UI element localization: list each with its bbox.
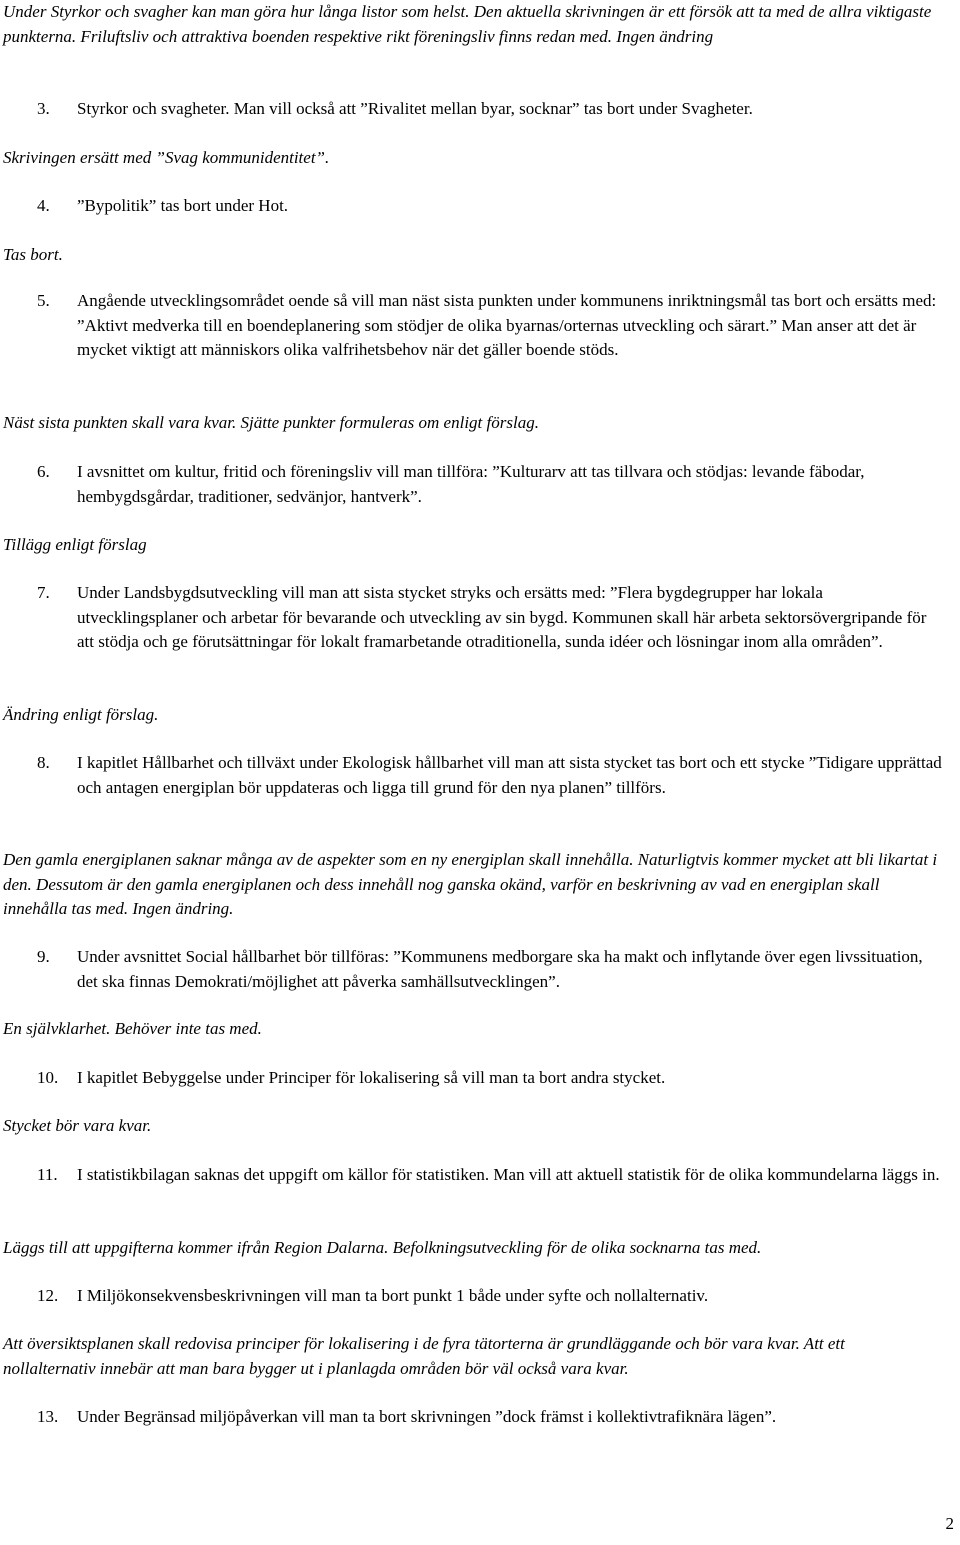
item-number: 9. — [37, 947, 50, 966]
list-item-9 — [37, 945, 942, 994]
item-number: 4. — [37, 196, 50, 215]
item-number: 10. — [37, 1068, 59, 1087]
list-item-5 — [37, 289, 942, 363]
item-text: Angående utvecklingsområdet oende så vill man näst sista punkten under kommunens inriktningsmål tas bort och ersätts med: ”Aktivt medverka till en boendeplanering som stödjer de olika byarnas/orternas utveckling och särart.” Man anser att det är mycket viktigt att människors olika valfrihetsbehov när det gäller boende stöds. — [77, 291, 937, 359]
list-item-11 — [37, 1163, 942, 1188]
item-number: 12. — [37, 1286, 59, 1305]
list-item-3 — [37, 97, 942, 122]
comment-12: Att översiktsplanen skall redovisa principer för lokalisering i de fyra tätorterna är grundläggande och bör vara kvar. Att ett nollalternativ innebär att man bara bygger ut i planlagda områden bör väl också vara kvar. — [3, 1334, 845, 1378]
item-text: I kapitlet Hållbarhet och tillväxt under Ekologisk hållbarhet vill man att sista stycket tas bort och ett stycke ”Tidigare upprättad och antagen energiplan bör uppdateras och ligga till grund för den nya planen” tillförs. — [77, 753, 942, 797]
item-text: Under Landsbygdsutveckling vill man att sista stycket stryks och ersätts med: ”Flera bygdegrupper har lokala utvecklingsplaner och arbetar för bevarande och utveckling av sin bygd. Kommunen skall här arbeta sektorsövergripande för att stödja och ge förutsättningar för lokalt framarbetande otraditionella, sunda idéer och lösningar inom alla områden”. — [77, 583, 927, 651]
list-item-4 — [37, 194, 942, 219]
comment-9: En självklarhet. Behöver inte tas med. — [3, 1019, 262, 1038]
comment-intro: Under Styrkor och svagher kan man göra hur långa listor som helst. Den aktuella skrivningen är ett försök att ta med de allra viktigaste punkterna. Friluftsliv och attraktiva boenden respektive rikt föreningsliv finns redan med. Ingen ändring — [3, 2, 932, 46]
comment-4: Tas bort. — [3, 245, 63, 264]
list-item-6 — [37, 460, 942, 509]
comment-5: Näst sista punkten skall vara kvar. Sjätte punkter formuleras om enligt förslag. — [3, 413, 539, 432]
item-number: 7. — [37, 583, 50, 602]
list-item-13 — [37, 1405, 942, 1430]
item-number: 8. — [37, 753, 50, 772]
item-number: 3. — [37, 99, 50, 118]
list-item-7 — [37, 581, 942, 655]
list-item-8 — [37, 751, 942, 800]
comment-11: Läggs till att uppgifterna kommer ifrån Region Dalarna. Befolkningsutveckling för de olika socknarna tas med. — [3, 1238, 762, 1257]
list-item-12 — [37, 1284, 942, 1309]
item-text: Styrkor och svagheter. Man vill också att ”Rivalitet mellan byar, socknar” tas bort under Svagheter. — [77, 99, 753, 118]
item-number: 13. — [37, 1407, 59, 1426]
item-text: Under Begränsad miljöpåverkan vill man ta bort skrivningen ”dock främst i kollektivtrafiknära lägen”. — [77, 1407, 777, 1426]
comment-6: Tillägg enligt förslag — [3, 535, 147, 554]
page-number: 2 — [945, 1514, 954, 1533]
item-text: Under avsnittet Social hållbarhet bör tillföras: ”Kommunens medborgare ska ha makt och inflytande över egen livssituation, det ska finnas Demokrati/möjlighet att påverka samhällsutvecklingen”. — [77, 947, 923, 991]
list-item-10 — [37, 1066, 942, 1091]
comment-8: Den gamla energiplanen saknar många av de aspekter som en ny energiplan skall innehålla. Naturligtvis kommer mycket att bli likartat i den. Dessutom är den gamla energiplanen och dess innehåll nog ganska okänd, varför en beskrivning av vad en energiplan skall innehålla tas med. Ingen ändring. — [3, 850, 938, 918]
item-text: I kapitlet Bebyggelse under Principer för lokalisering så vill man ta bort andra stycket. — [77, 1068, 666, 1087]
item-number: 6. — [37, 462, 50, 481]
item-text: I avsnittet om kultur, fritid och föreningsliv vill man tillföra: ”Kulturarv att tas tillvara och stödjas: levande fäbodar, hembygdsgårdar, traditioner, sedvänjor, hantverk”. — [77, 462, 865, 506]
item-number: 11. — [37, 1165, 58, 1184]
item-text: I statistikbilagan saknas det uppgift om källor för statistiken. Man vill att aktuell statistik för de olika kommundelarna läggs in. — [77, 1165, 940, 1184]
comment-7: Ändring enligt förslag. — [3, 705, 159, 724]
comment-3: Skrivingen ersätt med ”Svag kommunidentitet”. — [3, 148, 330, 167]
comment-10: Stycket bör vara kvar. — [3, 1116, 152, 1135]
item-text: I Miljökonsekvensbeskrivningen vill man ta bort punkt 1 både under syfte och nollalternativ. — [77, 1286, 709, 1305]
item-text: ”Bypolitik” tas bort under Hot. — [77, 196, 289, 215]
item-number: 5. — [37, 291, 50, 310]
